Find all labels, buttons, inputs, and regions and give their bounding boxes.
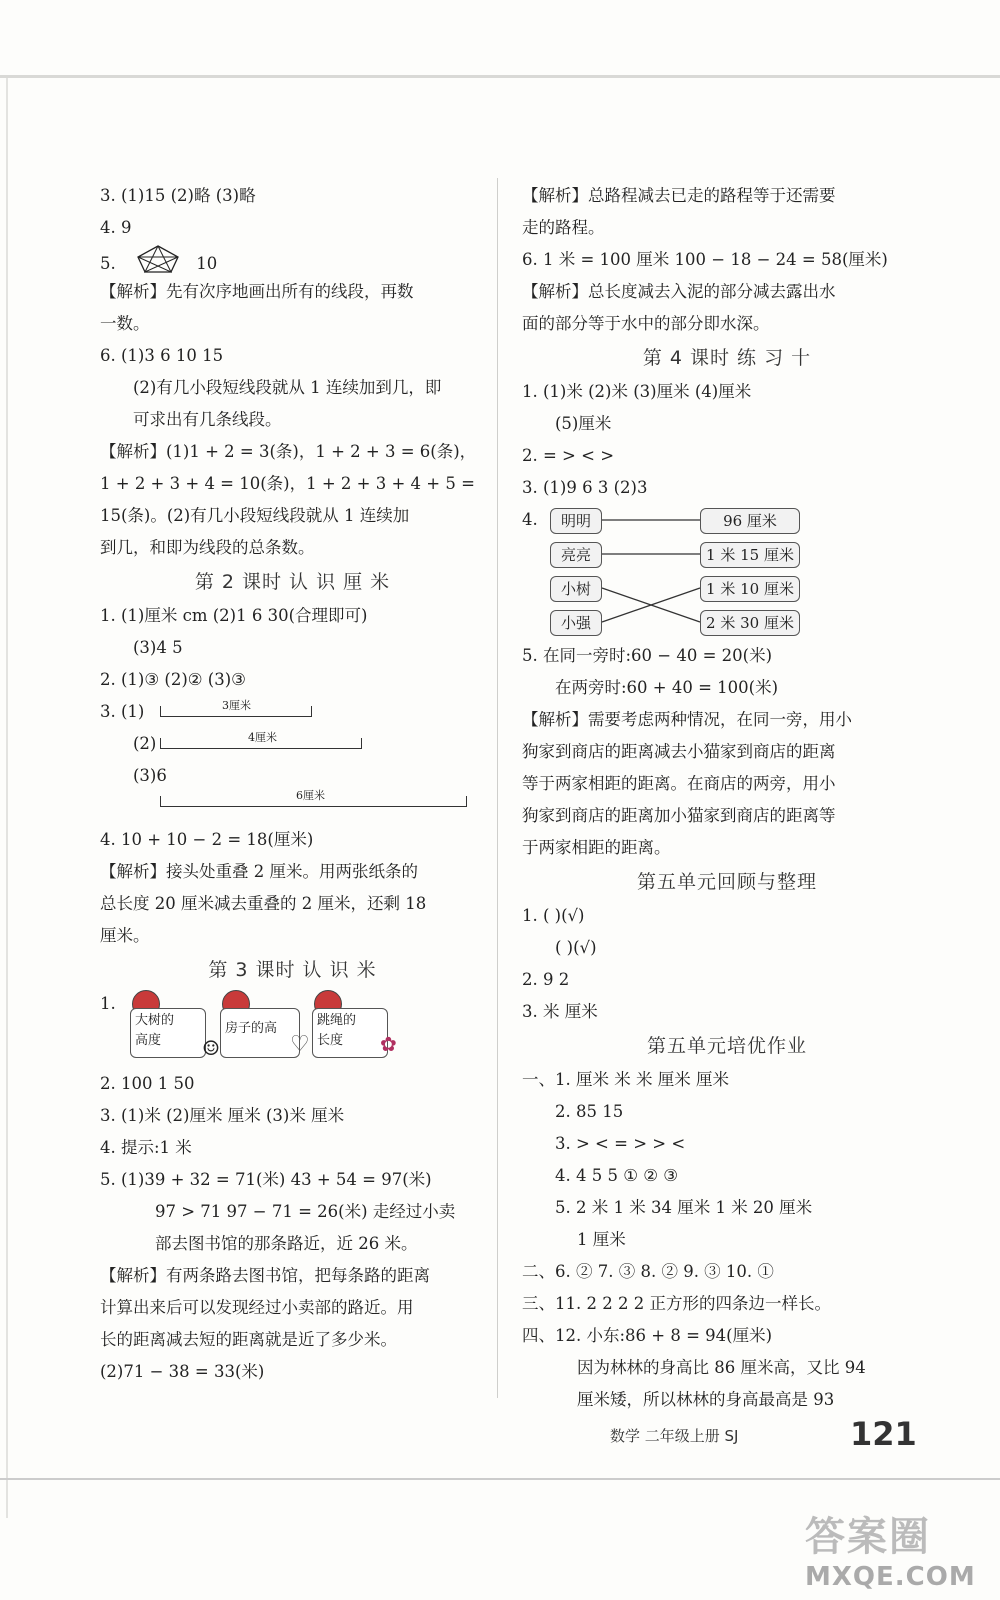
right-column [522, 180, 932, 1416]
height-box: 1 米 10 厘米 [700, 576, 800, 602]
analysis-line: 走的路程。 [522, 218, 605, 237]
answer-line: 2. 100 1 50 [100, 1074, 195, 1093]
analysis-line: 于两家相距的距离。 [522, 838, 671, 857]
analysis-tag: 解析 [538, 282, 572, 301]
segment-label: 3厘米 [222, 699, 251, 712]
answer-line: ( )(√) [555, 938, 597, 957]
height-box: 2 米 30 厘米 [700, 610, 800, 636]
analysis-line: 【解析】总长度减去入泥的部分减去露出水 [522, 282, 836, 301]
section-heading-lesson2: 第 2 课时 认 识 厘 米 [194, 571, 391, 593]
analysis-text: 需要考虑两种情况，在同一旁，用小 [588, 710, 852, 729]
answer-line: 5. (1)39 + 32 = 71(米) 43 + 54 = 97(米) [100, 1170, 432, 1189]
analysis-text: 先有次序地画出所有的线段，再数 [166, 282, 414, 301]
card-text: 大树的 [135, 1013, 175, 1028]
answer-line: 因为林林的身高比 86 厘米高，又比 94 [577, 1358, 866, 1377]
answer-line: (2)有几小段短线段就从 1 连续加到几，即 [133, 378, 442, 397]
analysis-tag: 解析 [116, 862, 150, 881]
answer-text: (2) [133, 734, 157, 753]
answer-line: 二、6. ② 7. ③ 8. ② 9. ③ 10. ① [522, 1262, 774, 1281]
analysis-line: 狗家到商店的距离减去小猫家到商店的距离 [522, 742, 836, 761]
card-text: 房子的高 [225, 1021, 278, 1036]
analysis-line: 【解析】先有次序地画出所有的线段，再数 [100, 282, 414, 301]
answer-line: 1. ( )(√) [522, 906, 585, 925]
answer-line: 一、1. 厘米 米 米 厘米 厘米 [522, 1070, 729, 1089]
answer-line: 6. 1 米 = 100 厘米 100 − 18 − 24 = 58(厘米) [522, 250, 888, 269]
analysis-line: 到几，和即为线段的总条数。 [100, 538, 315, 557]
analysis-line: 等于两家相距的距离。在商店的两旁，用小 [522, 774, 836, 793]
heart-icon: ♡ [290, 1032, 310, 1057]
analysis-tag: 解析 [116, 282, 150, 301]
answer-number: 1. [100, 994, 116, 1013]
segment-label: 4厘米 [248, 731, 277, 744]
left-column [100, 180, 485, 1388]
answer-line: (2)71 − 38 = 33(米) [100, 1362, 265, 1381]
analysis-line: 15(条)。(2)有几小段短线段就从 1 连续加 [100, 506, 410, 525]
answer-line: 3. > < = > > < [555, 1134, 686, 1153]
card-text: 跳绳的 [317, 1013, 357, 1028]
page-number: 121 [850, 1415, 917, 1453]
answer-line: 厘米矮，所以林林的身高最高是 93 [577, 1390, 835, 1409]
answer-line [100, 789, 485, 824]
answer-line: 4. 10 + 10 − 2 = 18(厘米) [100, 830, 314, 849]
page-top-border [0, 75, 1000, 78]
name-box: 明明 [550, 508, 602, 534]
answer-line: 2. (1)③ (2)② (3)③ [100, 670, 246, 689]
answer-line: 3. 米 厘米 [522, 1002, 598, 1021]
answer-line: 4. 4 5 5 ① ② ③ [555, 1166, 679, 1185]
section-heading-lesson3: 第 3 课时 认 识 米 [208, 959, 377, 981]
answer-line: 三、11. 2 2 2 2 正方形的四条边一样长。 [522, 1294, 831, 1313]
analysis-line: 总长度 20 厘米减去重叠的 2 厘米，还剩 18 [100, 894, 427, 913]
card-house-height [220, 1008, 300, 1058]
card-rope-length [312, 1008, 388, 1058]
answer-line: 3. (1)15 (2)略 (3)略 [100, 186, 256, 205]
answer-line: 6. (1)3 6 10 15 [100, 346, 224, 365]
analysis-tag: 解析 [116, 442, 150, 461]
answer-line: 2. 85 15 [555, 1102, 624, 1121]
answer-line: 4. 9 [100, 218, 132, 237]
section-heading-unit5-review: 第五单元回顾与整理 [636, 871, 817, 893]
answer-line [100, 728, 485, 760]
answer-line: 2. 9 2 [522, 970, 570, 989]
answer-line: 可求出有几条线段。 [133, 410, 282, 429]
analysis-text: (1)1 + 2 = 3(条)，1 + 2 + 3 = 6(条)， [166, 442, 477, 461]
height-box: 96 厘米 [700, 508, 800, 534]
answer-line: 5. 2 米 1 米 34 厘米 1 米 20 厘米 [555, 1198, 813, 1217]
answer-line: 3. (1)9 6 3 (2)3 [522, 478, 648, 497]
analysis-text: 总长度减去入泥的部分减去露出水 [588, 282, 836, 301]
page-left-edge [6, 78, 8, 1518]
answer-line: 在两旁时:60 + 40 = 100(米) [555, 678, 779, 697]
answer-line: 97 > 71 97 − 71 = 26(米) 走经过小卖 [155, 1202, 456, 1221]
section-heading-unit5-homework: 第五单元培优作业 [646, 1035, 807, 1057]
analysis-text: 总路程减去已走的路程等于还需要 [588, 186, 836, 205]
answer-line: 4. 提示:1 米 [100, 1138, 192, 1157]
smiley-icon: ☺ [202, 1036, 220, 1060]
answer-number: 4. [522, 510, 538, 529]
footer-subject: 数学 二年级上册 SJ [610, 1427, 739, 1445]
card-tree-height [130, 1008, 206, 1058]
analysis-tag: 解析 [116, 1266, 150, 1285]
name-box: 小强 [550, 610, 602, 636]
matching-cards [100, 988, 485, 1068]
section-heading-lesson4: 第 4 课时 练 习 十 [642, 347, 812, 369]
watermark-text: 答案圈 [805, 1514, 931, 1560]
matching-diagram [522, 504, 932, 640]
analysis-line: 计算出来后可以发现经过小卖部的路近。用 [100, 1298, 414, 1317]
analysis-line: 面的部分等于水中的部分即水深。 [522, 314, 770, 333]
analysis-line: 【解析】有两条路去图书馆，把每条路的距离 [100, 1266, 430, 1285]
height-box: 1 米 15 厘米 [700, 542, 800, 568]
answer-line: 部去图书馆的那条路近，近 26 米。 [155, 1234, 418, 1253]
answer-number: 5. [100, 254, 116, 273]
flower-icon: ✿ [380, 1032, 397, 1056]
answer-line: 1 厘米 [577, 1230, 626, 1249]
analysis-line: 【解析】需要考虑两种情况，在同一旁，用小 [522, 710, 852, 729]
answer-line: (3)6 [133, 766, 167, 785]
answer-line: 2. = > < > [522, 446, 615, 465]
analysis-text: 有两条路去图书馆，把每条路的距离 [166, 1266, 430, 1285]
analysis-tag: 解析 [538, 186, 572, 205]
name-box: 小树 [550, 576, 602, 602]
page-bottom-border [0, 1478, 1000, 1480]
name-box: 亮亮 [550, 542, 602, 568]
analysis-line: 长的距离减去短的距离就是近了多少米。 [100, 1330, 397, 1349]
analysis-text: 接头处重叠 2 厘米。用两张纸条的 [166, 862, 418, 881]
answer-line: (3)4 5 [133, 638, 183, 657]
answer-line: (5)厘米 [555, 414, 612, 433]
segment-label: 6厘米 [296, 789, 325, 802]
analysis-line: 1 + 2 + 3 + 4 = 10(条)，1 + 2 + 3 + 4 + 5 = [100, 474, 475, 493]
answer-line: 1. (1)厘米 cm (2)1 6 30(合理即可) [100, 606, 368, 625]
watermark-url: MXQE.COM [805, 1562, 976, 1592]
analysis-line: 【解析】总路程减去已走的路程等于还需要 [522, 186, 836, 205]
analysis-line: 【解析】接头处重叠 2 厘米。用两张纸条的 [100, 862, 418, 881]
card-text: 高度 [135, 1033, 162, 1048]
column-divider [497, 178, 498, 1398]
answer-line: 1. (1)米 (2)米 (3)厘米 (4)厘米 [522, 382, 752, 401]
answer-value: 10 [196, 254, 218, 273]
answer-line: 5. 在同一旁时:60 − 40 = 20(米) [522, 646, 773, 665]
analysis-line: 狗家到商店的距离加小猫家到商店的距离等 [522, 806, 836, 825]
answer-text: 3. (1) [100, 702, 145, 721]
answer-line [100, 696, 485, 728]
answer-line: 四、12. 小东:86 + 8 = 94(厘米) [522, 1326, 773, 1345]
card-text: 长度 [317, 1033, 344, 1048]
analysis-tag: 解析 [538, 710, 572, 729]
watermark-logo [805, 1505, 976, 1592]
analysis-line: 【解析】(1)1 + 2 = 3(条)，1 + 2 + 3 = 6(条)， [100, 442, 477, 461]
answer-line [100, 244, 485, 276]
analysis-line: 一数。 [100, 314, 150, 333]
answer-line: 3. (1)米 (2)厘米 厘米 (3)米 厘米 [100, 1106, 345, 1125]
analysis-line: 厘米。 [100, 926, 150, 945]
